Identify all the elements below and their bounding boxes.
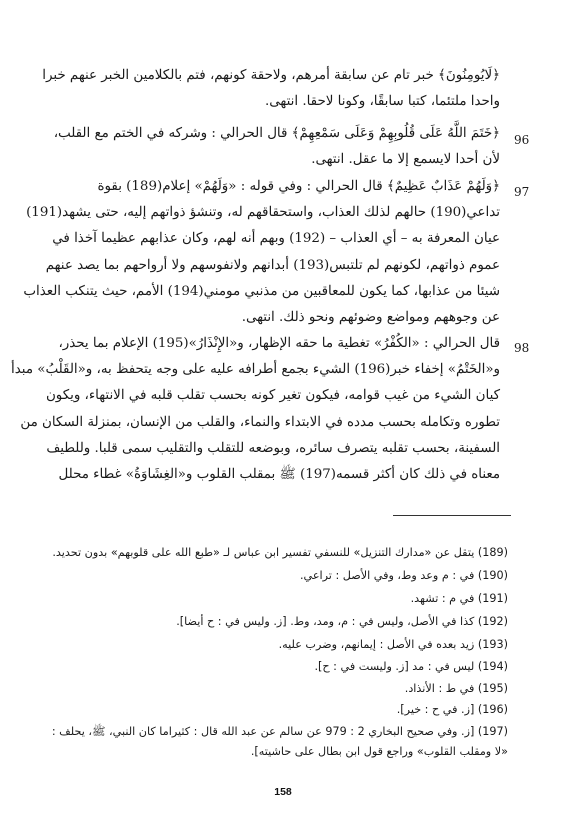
footnote: (192) كذا في الأصل، وليس في : م، ومد، وط. [ز. وليس في : ح أيضا]. bbox=[176, 615, 508, 628]
entry-number: 98 bbox=[514, 341, 530, 355]
footnote: «لا ومقلب القلوب» وراجع قول ابن بطال على حاشيته]. bbox=[250, 745, 508, 758]
footnote: (189) يتقل عن «مدارك التنزيل» للنسفي تفسير ابن عباس لـ «طبع الله على قلوبهم» بدون تحديد. bbox=[52, 546, 508, 559]
text-line: قال الحرالي : «الكُفْرُ» تغطية ما حقه الإظهار، و«الإِنْذَارُ»(195) الإعلام بما يحذر، bbox=[58, 336, 500, 351]
entry-98 bbox=[11, 331, 500, 488]
footnote: (193) زيد بعده في الأصل : إيمانهم، وضرب عليه. bbox=[278, 638, 508, 651]
footnote: (191) في م : تشهد. bbox=[410, 592, 508, 605]
text-line: واحدا ملتئما، كتبا سابقًا، وكونا لاحقا. انتهى. bbox=[265, 94, 500, 110]
text-line: تداعي(190) حالهم لذلك العذاب، واستحقاقهم له، وتنشؤ ذواتهم إليه، حتى يشهد(191) bbox=[26, 205, 500, 221]
text-line: كيان الشيء من غيب قوامه، فيكون تغير كونه بحسب تقلب قلبه في الانتهاء، ويكون bbox=[45, 388, 500, 404]
text-line: السفينة، بحسب تقلبه يتصرف سائره، وبوضعه للتقلب والتقليب سمى قلبا. وللطيف bbox=[46, 440, 500, 456]
footnote-separator bbox=[393, 515, 511, 516]
footnote: (194) ليس في : مد [ز. وليست في : ح]. bbox=[314, 660, 508, 673]
footnote: (196) [ز. في ح : خير]. bbox=[396, 703, 508, 716]
footnote: (190) في : م وعد وط، وفي الأصل : تراعي. bbox=[299, 569, 508, 582]
footnote: (197) [ز. وفي صحيح البخاري 2 : 979 عن سالم عن عبد الله قال : كثيراما كان النبي، ﷺ، يحلف : bbox=[51, 725, 508, 738]
text-line: عيان المعرفة به – أي العذاب – (192) وبهم أنه لهم، وكان عذابهم عظيما آخذا في bbox=[52, 231, 500, 247]
text-line: لأن أحدا لايسمع إلا ما عقل. انتهى. bbox=[311, 152, 500, 168]
text-line: شيئا من عذابها، كما يكون للمعاقبين من مذنبي مومني(194) الأمم، حيث يتنكب العذاب bbox=[23, 283, 500, 299]
text-line: ﴿خَتَمَ اللَّهُ عَلَى قُلُوبِهِمْ وَعَلَى سَمْعِهِمْ﴾ قال الحرالي : وشركه في الختم مع القلب، bbox=[53, 126, 500, 141]
text-line: معناه في ذلك كان أكثر قسمه(197) ﷺ بمقلب القلوب و«الغِشَاوَةُ» غطاء محلل bbox=[58, 466, 500, 482]
entry-number: 97 bbox=[514, 185, 530, 199]
text-line: عن وجوههم ومواضع وضوئهم ونحو ذلك. انتهى. bbox=[241, 309, 500, 325]
text-line: ﴿وَلَهُمْ عَذَابٌ عَظِيمٌ﴾ قال الحرالي : وفي قوله : «وَلَهُمْ» إعلام(189) بقوة bbox=[97, 179, 500, 194]
text-line: تطوره وتكامله بحسب مدده في الابتداء والنماء، والقلب من الإنسان، بمنزلة السكان من bbox=[20, 414, 500, 430]
footnote: (195) في ط : الأنذاد. bbox=[404, 682, 508, 695]
entry-96 bbox=[53, 121, 500, 173]
entry-97 bbox=[23, 174, 500, 331]
text-line: عموم ذواتهم، لكونهم لم تلتبس(193) أبدانهم ولانفوسهم ولا أرواحهم بما يصد عنهم bbox=[45, 257, 500, 273]
entry-continuation bbox=[42, 63, 500, 115]
page-number: 158 bbox=[274, 786, 292, 798]
text-line: ﴿لَايُومِنُونَ﴾ خبر تام عن سابقة أمرهم، ولاحقة كونهم، فتم بالكلامين الخبر عنهم خبرا bbox=[42, 68, 500, 83]
entry-number: 96 bbox=[514, 133, 530, 147]
text-line: و«الخَتْمُ» إخفاء خبر(196) الشيء بجمع أطرافه عليه على وجه يتحفظ به، و«القَلْبُ» مبدأ bbox=[11, 362, 500, 378]
